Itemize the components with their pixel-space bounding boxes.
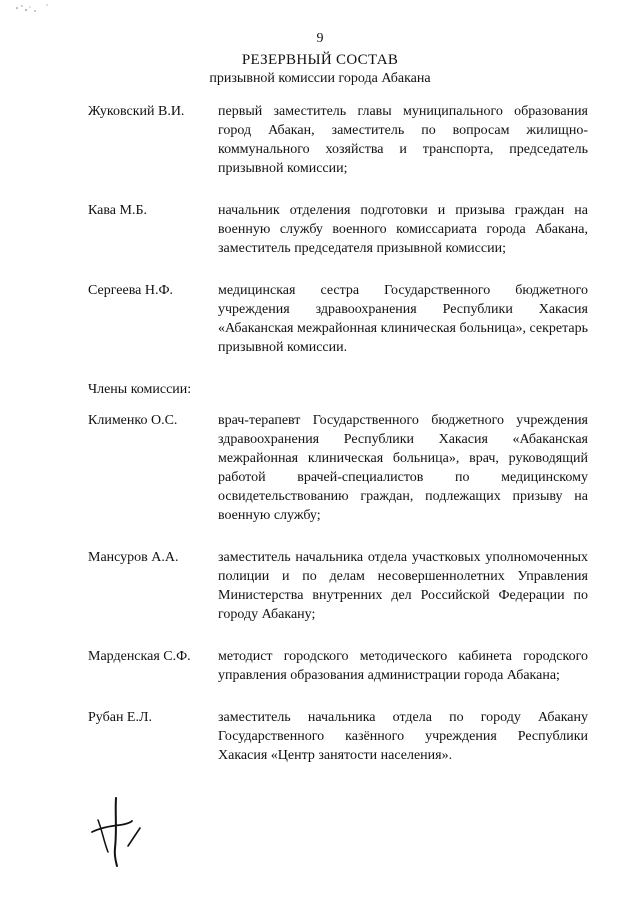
person-name: Мансуров А.А.: [88, 550, 179, 565]
commission-list: [0, 102, 640, 788]
person-name: Кава М.Б.: [88, 203, 147, 218]
list-item-deputy-chairman: [0, 201, 640, 258]
person-role: медицинская сестра Государственного бюджетного учреждения здравоохранения Республики Хакасия «Абаканская межрайонная клиническая больница», секретарь призывной комиссии.: [218, 283, 588, 355]
person-role: начальник отделения подготовки и призыва граждан на военную службу военного комиссариата города Абакана, заместитель председателя призывной комиссии;: [218, 203, 588, 256]
members-heading: Члены комиссии:: [88, 382, 192, 397]
person-name: Клименко О.С.: [88, 413, 178, 428]
person-role: заместитель начальника отдела по городу Абакану Государственного казённого учреждения Республики Хакасия «Центр занятости населения».: [218, 710, 588, 763]
list-item-member: [0, 548, 640, 624]
list-item-secretary: [0, 281, 640, 357]
list-item-member: [0, 647, 640, 685]
list-item-member: [0, 411, 640, 525]
person-role: заместитель начальника отдела участковых уполномоченных полиции и по делам несовершеннолетних Управления Министерства внутренних дел Российской Федерации по городу Абакану;: [218, 550, 588, 622]
list-item-member: [0, 708, 640, 765]
document-subtitle: призывной комиссии города Абакана: [209, 71, 431, 86]
person-name: Рубан Е.Л.: [88, 710, 152, 725]
handwritten-signature: [86, 790, 146, 870]
page-number: 9: [316, 31, 324, 46]
person-role: первый заместитель главы муниципального образования город Абакан, заместитель по вопросам жилищно-коммунального хозяйства и транспорта, председатель призывной комиссии;: [218, 104, 588, 176]
person-name: Марденская С.Ф.: [88, 649, 191, 664]
person-name: Сергеева Н.Ф.: [88, 283, 174, 298]
document-title: РЕЗЕРВНЫЙ СОСТАВ: [241, 52, 399, 68]
scan-artifact-marks: [14, 2, 54, 16]
person-role: врач-терапевт Государственного бюджетного учреждения здравоохранения Республики Хакасия «Абаканская межрайонная клиническая больница», врач, руководящий работой врачей-специалистов по медицинскому освидетельствованию граждан, подлежащих призыву на военную службу;: [218, 413, 588, 523]
list-item-chairman: [0, 102, 640, 178]
person-role: методист городского методического кабинета городского управления образования администрации города Абакана;: [218, 649, 588, 683]
person-name: Жуковский В.И.: [88, 104, 185, 119]
